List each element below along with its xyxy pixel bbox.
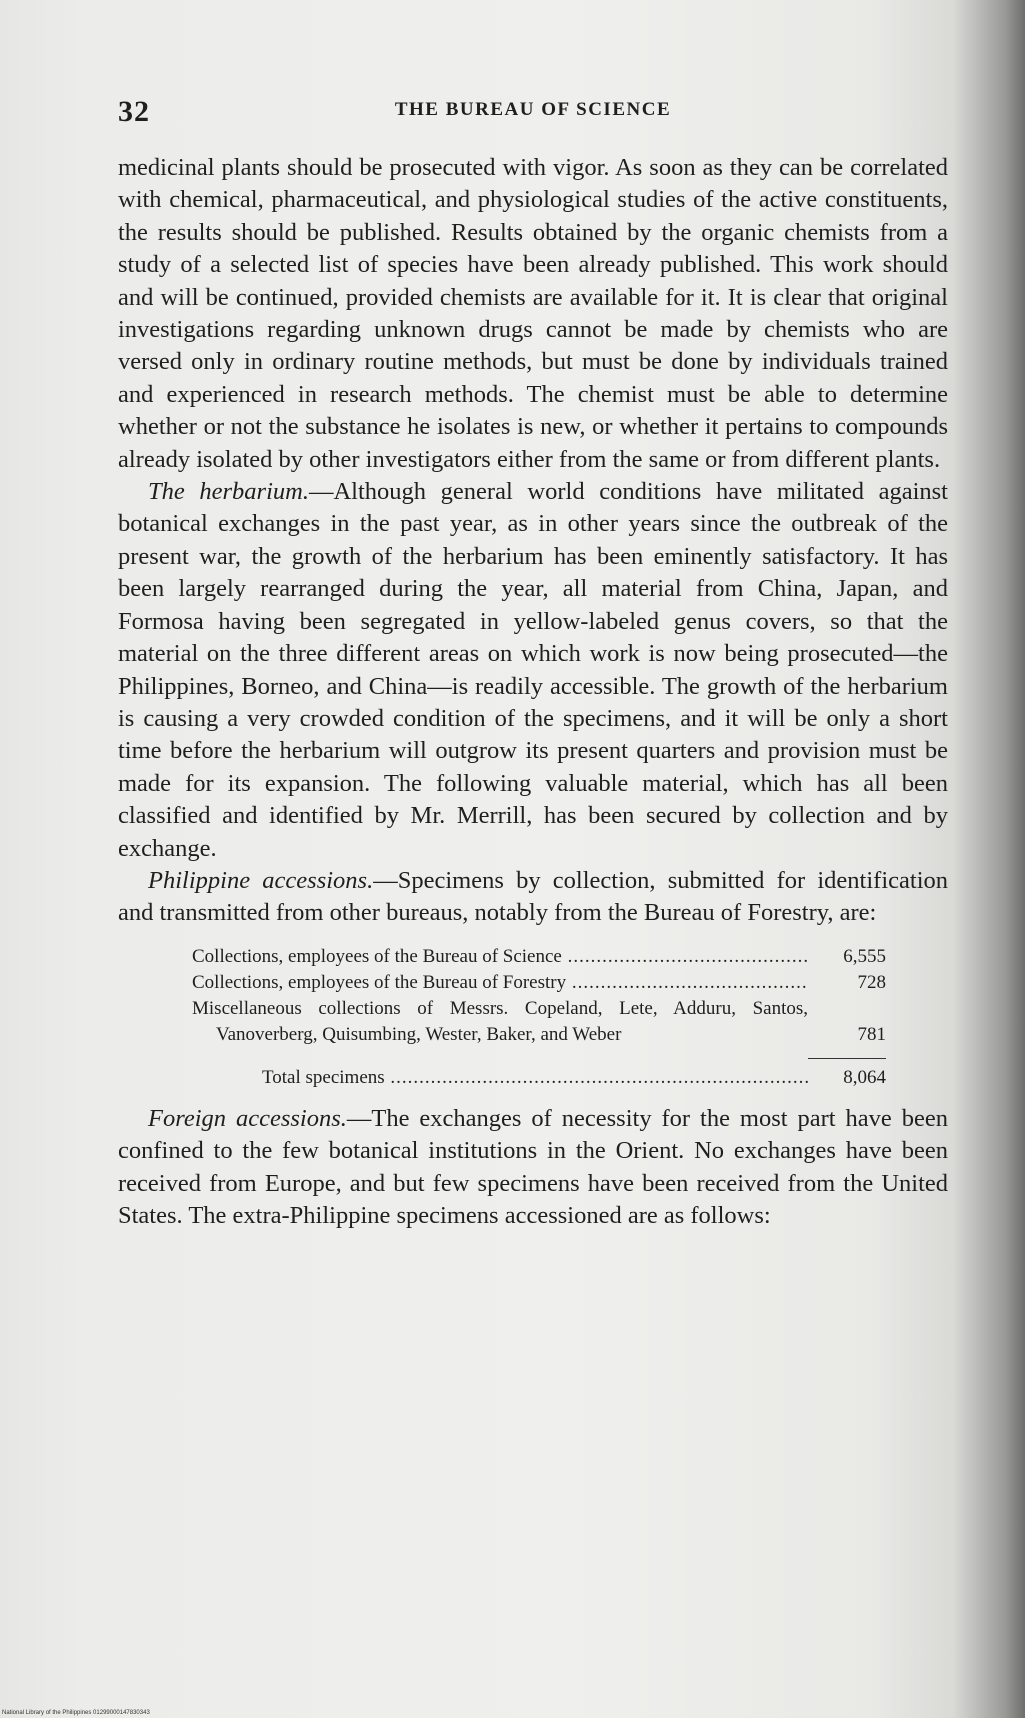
page-header xyxy=(118,95,948,135)
total-label: Total specimens xyxy=(262,1066,385,1088)
herbarium-heading: The herbarium. xyxy=(148,478,309,506)
row-label: Miscellaneous collections of Messrs. Copeland, Lete, Adduru, Santos, Vanoverberg, Quisumbing, Wester, Baker, and Weber xyxy=(192,997,808,1045)
foreign-accessions-heading: Foreign accessions. xyxy=(148,1104,347,1132)
page-number: 32 xyxy=(118,95,150,128)
row-label: Collections, employees of the Bureau of Forestry xyxy=(192,971,567,993)
paragraph-herbarium xyxy=(118,476,948,865)
table-row xyxy=(192,996,886,1048)
philippine-accessions-heading: Philippine accessions. xyxy=(148,866,374,894)
paragraph-medicinal-plants: medicinal plants should be prosecuted with vigor. As soon as they can be correlated with chemical, pharmaceutical, and physiological studies of the active constituents, the results should be published. Results obtained by the organic chemists from a study of a selected list of species have been already published. This work should and will be continued, provided chemists are available for it. It is clear that original investigations regarding unknown drugs cannot be made by chemists who are versed only in ordinary routine methods, but must be done by individuals trained and experienced in research methods. The chemist must be able to determine whether or not the substance he isolates is new, or whether it pertains to compounds already isolated by other investigators either from the same or from different plants. xyxy=(118,154,948,473)
row-value: 6,555 xyxy=(843,945,886,967)
total-value: 8,064 xyxy=(808,1058,886,1091)
row-value: 781 xyxy=(857,1023,886,1045)
scan-footer: National Library of the Philippines 01299000147830343 xyxy=(2,1710,150,1716)
table-row xyxy=(192,944,886,970)
foreign-accessions-text: —The exchanges of necessity for the most part have been confined to the few botanical institutions in the Orient. No exchanges have been received from Europe, and but few specimens have been received from the United States. The extra-Philippine specimens accessioned are as follows: xyxy=(118,1104,948,1229)
herbarium-text: —Although general world conditions have militated against botanical exchanges in the past year, as in other years since the outbreak of the present war, the growth of the herbarium has been eminently satisfactory. It has been largely rearranged during the year, all material from China, Japan, and Formosa having been segregated in yellow-labeled genus covers, so that the material on the three different areas on which work is now being prosecuted—the Philippines, Borneo, and China—is readily accessible. The growth of the herbarium is causing a very crowded condition of the specimens, and it will be only a short time before the herbarium will outgrow its present quarters and provision must be made for its expansion. The following valuable material, which has all been classified and identified by Mr. Merrill, has been secured by collection and by exchange. xyxy=(118,478,948,862)
accessions-table xyxy=(192,944,886,1091)
table-row xyxy=(192,970,886,996)
table-total-row xyxy=(192,1058,886,1091)
paragraph-foreign-accessions xyxy=(118,1103,948,1233)
philippine-accessions-text: —Specimens by collection, submitted for identification and transmitted from other bureaus, notably from the Bureau of Forestry, are: xyxy=(118,866,948,927)
paragraph-philippine-accessions xyxy=(118,865,948,930)
body-text xyxy=(118,152,948,1232)
row-value: 728 xyxy=(857,971,886,993)
running-head: THE BUREAU OF SCIENCE xyxy=(394,99,672,120)
row-label: Collections, employees of the Bureau of Science xyxy=(192,945,562,967)
